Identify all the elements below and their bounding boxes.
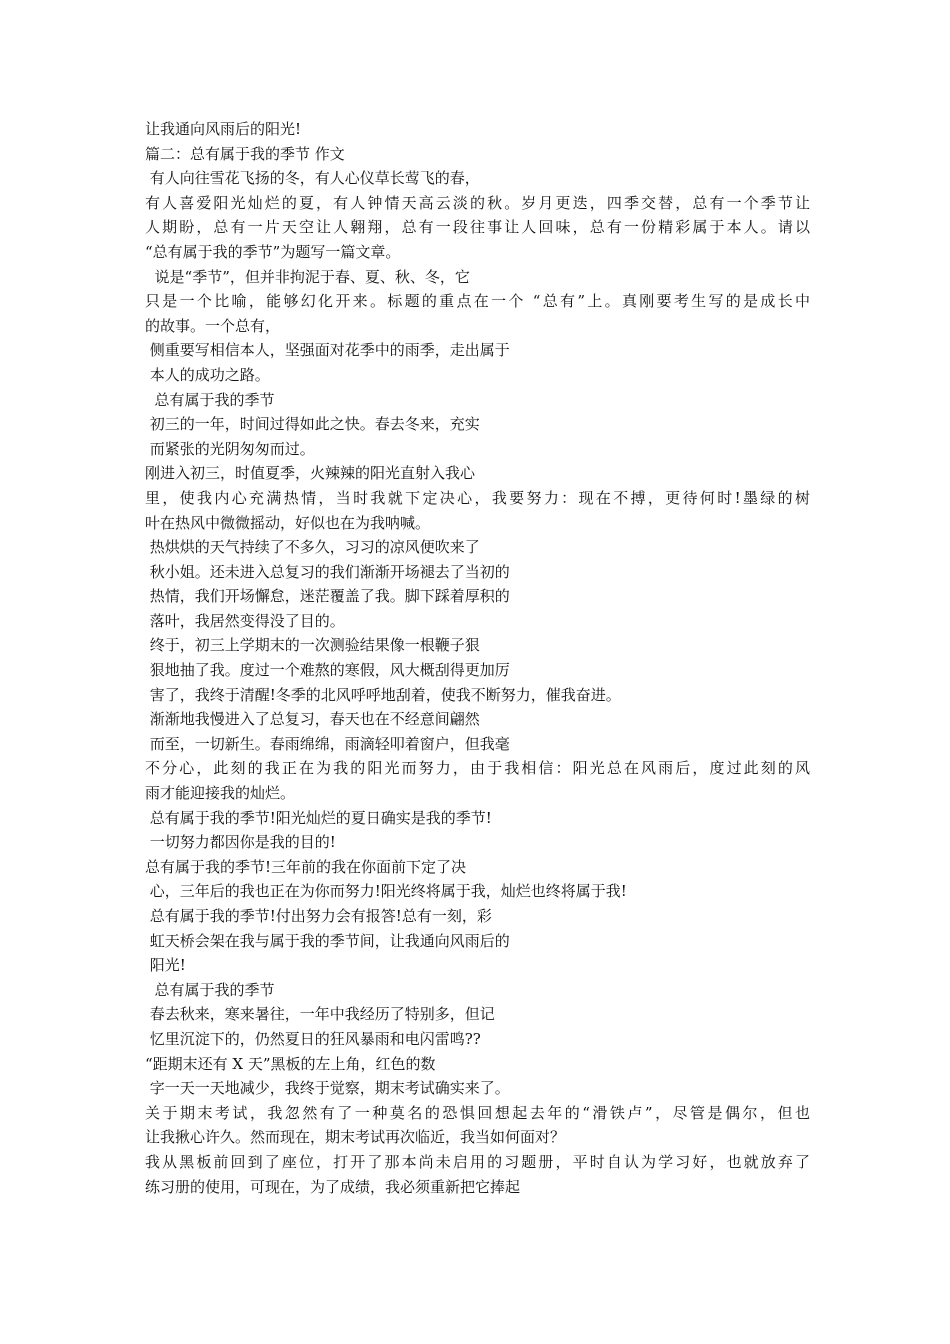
text-line: 关于期末考试，我忽然有了一种莫名的恐惧回想起去年的“滑铁卢”，尽管是偶尔，但也: [145, 1103, 810, 1122]
text-line: 终于，初三上学期末的一次测验结果像一根鞭子狠: [145, 636, 480, 655]
text-line: 叶在热风中微微摇动，好似也在为我呐喊。: [145, 513, 431, 532]
text-line: 字一天一天地减少，我终于觉察，期末考试确实来了。: [145, 1079, 510, 1098]
text-line: 雨才能迎接我的灿烂。: [145, 784, 296, 803]
text-line: 总有属于我的季节: [145, 980, 275, 999]
text-line: 说是“季节”，但并非拘泥于春、夏、秋、冬，它: [145, 267, 470, 286]
text-line: 篇二：总有属于我的季节 作文: [145, 144, 345, 163]
text-line: “总有属于我的季节”为题写一篇文章。: [145, 242, 401, 261]
text-line: 总有属于我的季节!阳光灿烂的夏日确实是我的季节!: [145, 808, 492, 827]
text-line: 让我揪心许久。然而现在，期末考试再次临近，我当如何面对？: [145, 1128, 566, 1147]
text-line: 本人的成功之路。: [145, 365, 270, 384]
text-line: 阳光!: [145, 956, 186, 975]
text-line: 里，使我内心充满热情，当时我就下定决心，我要努力：现在不搏，更待何时!墨绿的树: [145, 488, 810, 507]
text-line: 总有属于我的季节!付出努力会有报答!总有一刻，彩: [145, 907, 492, 925]
text-line: 而紧张的光阴匆匆而过。: [145, 439, 315, 458]
text-line: 害了，我终于清醒!冬季的北风呼呼地刮着，使我不断努力，催我奋进。: [145, 685, 621, 704]
text-line: 的故事。一个总有，: [145, 316, 281, 335]
text-line: 虹天桥会架在我与属于我的季节间，让我通向风雨后的: [145, 931, 510, 950]
text-line: “距期末还有 X 天”黑板的左上角，红色的数: [145, 1054, 436, 1073]
text-line: 人期盼，总有一片天空让人翱翔，总有一段往事让人回味，总有一份精彩属于本人。请以: [145, 218, 810, 237]
text-line: 让我通向风雨后的阳光!: [145, 120, 302, 138]
text-line: 秋小姐。还未进入总复习的我们渐渐开场褪去了当初的: [145, 562, 510, 581]
text-line: 总有属于我的季节: [145, 390, 275, 409]
text-line: 热情，我们开场懈怠，迷茫覆盖了我。脚下踩着厚积的: [145, 587, 510, 606]
text-line: 有人喜爱阳光灿烂的夏，有人钟情天高云淡的秋。岁月更迭，四季交替，总有一个季节让: [145, 193, 810, 212]
text-line: 有人向往雪花飞扬的冬，有人心仪草长莺飞的春，: [145, 169, 480, 188]
text-line: 练习册的使用，可现在，为了成绩，我必须重新把它捧起: [145, 1177, 521, 1196]
text-line: 总有属于我的季节!三年前的我在你面前下定了决: [145, 857, 467, 876]
text-line: 只是一个比喻，能够幻化开来。标题的重点在一个 “总有”上。真刚要考生写的是成长中: [145, 292, 810, 311]
text-line: 而至，一切新生。春雨绵绵，雨滴轻叩着窗户，但我毫: [145, 734, 510, 753]
text-line: 初三的一年，时间过得如此之快。春去冬来，充实: [145, 415, 480, 434]
text-line: 我从黑板前回到了座位，打开了那本尚未启用的习题册，平时自认为学习好，也就放弃了: [145, 1152, 810, 1171]
text-line: 落叶，我居然变得没了目的。: [145, 611, 345, 630]
text-line: 忆里沉淀下的，仍然夏日的狂风暴雨和电闪雷鸣??: [145, 1029, 481, 1048]
text-line: 热烘烘的天气持续了不多久，习习的凉风便吹来了: [145, 538, 480, 557]
text-line: 一切努力都因你是我的目的!: [145, 833, 336, 852]
text-line: 不分心，此刻的我正在为我的阳光而努力，由于我相信：阳光总在风雨后，度过此刻的风: [145, 759, 810, 778]
text-line: 狠地抽了我。度过一个难熬的寒假，风大概刮得更加厉: [145, 661, 510, 680]
text-line: 春去秋来，寒来暑往，一年中我经历了特别多，但记: [145, 1005, 495, 1024]
text-line: 刚进入初三，时值夏季，火辣辣的阳光直射入我心: [145, 464, 476, 483]
text-line: 心，三年后的我也正在为你而努力!阳光终将属于我，灿烂也终将属于我!: [145, 882, 627, 901]
text-line: 侧重要写相信本人，坚强面对花季中的雨季，走出属于: [145, 341, 510, 360]
text-line: 渐渐地我慢进入了总复习，春天也在不经意间翩然: [145, 710, 480, 729]
document-body: [145, 117, 810, 1199]
